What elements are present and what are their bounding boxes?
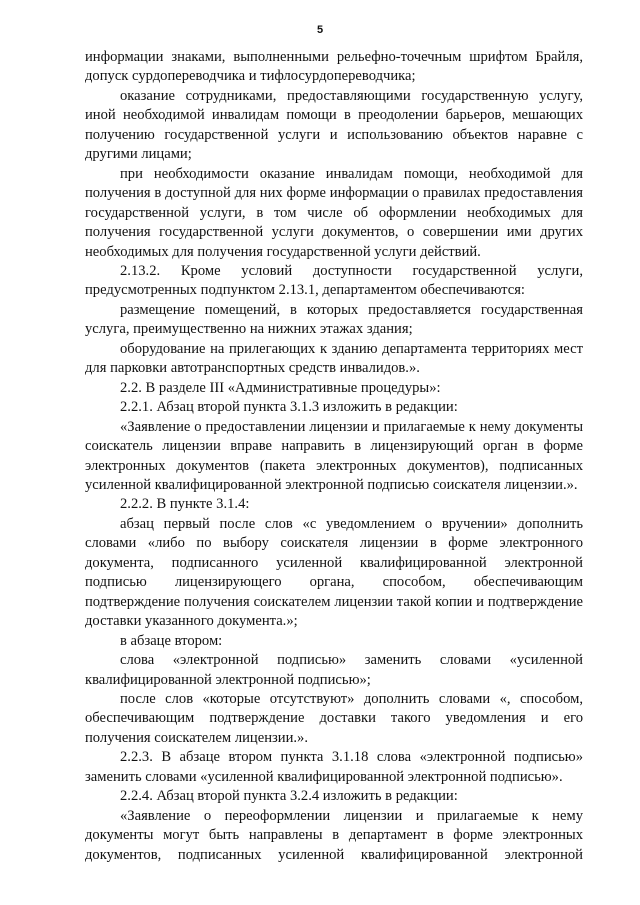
paragraph: «Заявление о предоставлении лицензии и прилагаемые к нему документы соискатель лицензии вправе направить в лицензирующий орган в форме электронных документов (пакета электронных документов), подписанных усиленной квалифицированной электронной подписью соискателя лицензии.». [85, 418, 583, 493]
page-number: 5 [316, 24, 324, 36]
document-body [85, 48, 583, 865]
paragraph: информации знаками, выполненными рельефно-точечным шрифтом Брайля, допуск сурдопереводчика и тифлосурдопереводчика; [85, 49, 583, 85]
paragraph: оказание сотрудниками, предоставляющими государственную услугу, иной необходимой инвалидам помощи в преодолении барьеров, мешающих получению государственной услуги и использованию объектов наравне с другими лицами; [85, 87, 583, 163]
paragraph: 2.2.4. Абзац второй пункта 3.2.4 изложить в редакции: [120, 788, 458, 805]
paragraph: слова «электронной подписью» заменить словами «усиленной квалифицированной электронной подписью»; [85, 652, 583, 688]
paragraph: 2.2.2. В пункте 3.1.4: [120, 496, 250, 513]
paragraph: абзац первый после слов «с уведомлением о вручении» дополнить словами «либо по выбору соискателя лицензии в форме электронного документа, подписанного усиленной квалифицированной электронной подписью лицензирующего органа, способом, обеспечивающим подтверждение получения соискателем лицензии такой копии и подтверждение доставки указанного документа.»; [85, 515, 583, 630]
paragraph: «Заявление о переоформлении лицензии и прилагаемые к нему документы могут быть направлены в департамент в форме электронных документов, подписанных усиленной квалифицированной электронной [85, 807, 583, 863]
paragraph: после слов «которые отсутствуют» дополнить словами «, способом, обеспечивающим подтверждение доставки такого уведомления и его получения соискателем лицензии.». [85, 690, 583, 746]
paragraph: 2.13.2. Кроме условий доступности государственной услуги, предусмотренных подпунктом 2.13.1, департаментом обеспечиваются: [85, 262, 583, 299]
paragraph: размещение помещений, в которых предоставляется государственная услуга, преимущественно на нижних этажах здания; [85, 301, 583, 338]
paragraph: в абзаце втором: [120, 632, 223, 649]
paragraph: 2.2. В разделе III «Административные процедуры»: [120, 379, 441, 396]
paragraph: оборудование на прилегающих к зданию департамента территориях мест для парковки автотранспортных средств инвалидов.». [85, 340, 583, 377]
paragraph: 2.2.1. Абзац второй пункта 3.1.3 изложить в редакции: [120, 399, 458, 416]
paragraph: при необходимости оказание инвалидам помощи, необходимой для получения в доступной для них форме информации о правилах предоставления государственной услуги, в том числе об оформлении необходимых для получения государственной услуги документов, о совершении ими других необходимых для получения государственной услуги действий. [85, 165, 583, 260]
paragraph: 2.2.3. В абзаце втором пункта 3.1.18 слова «электронной подписью» заменить словами «усиленной квалифицированной электронной подписью». [85, 749, 583, 785]
